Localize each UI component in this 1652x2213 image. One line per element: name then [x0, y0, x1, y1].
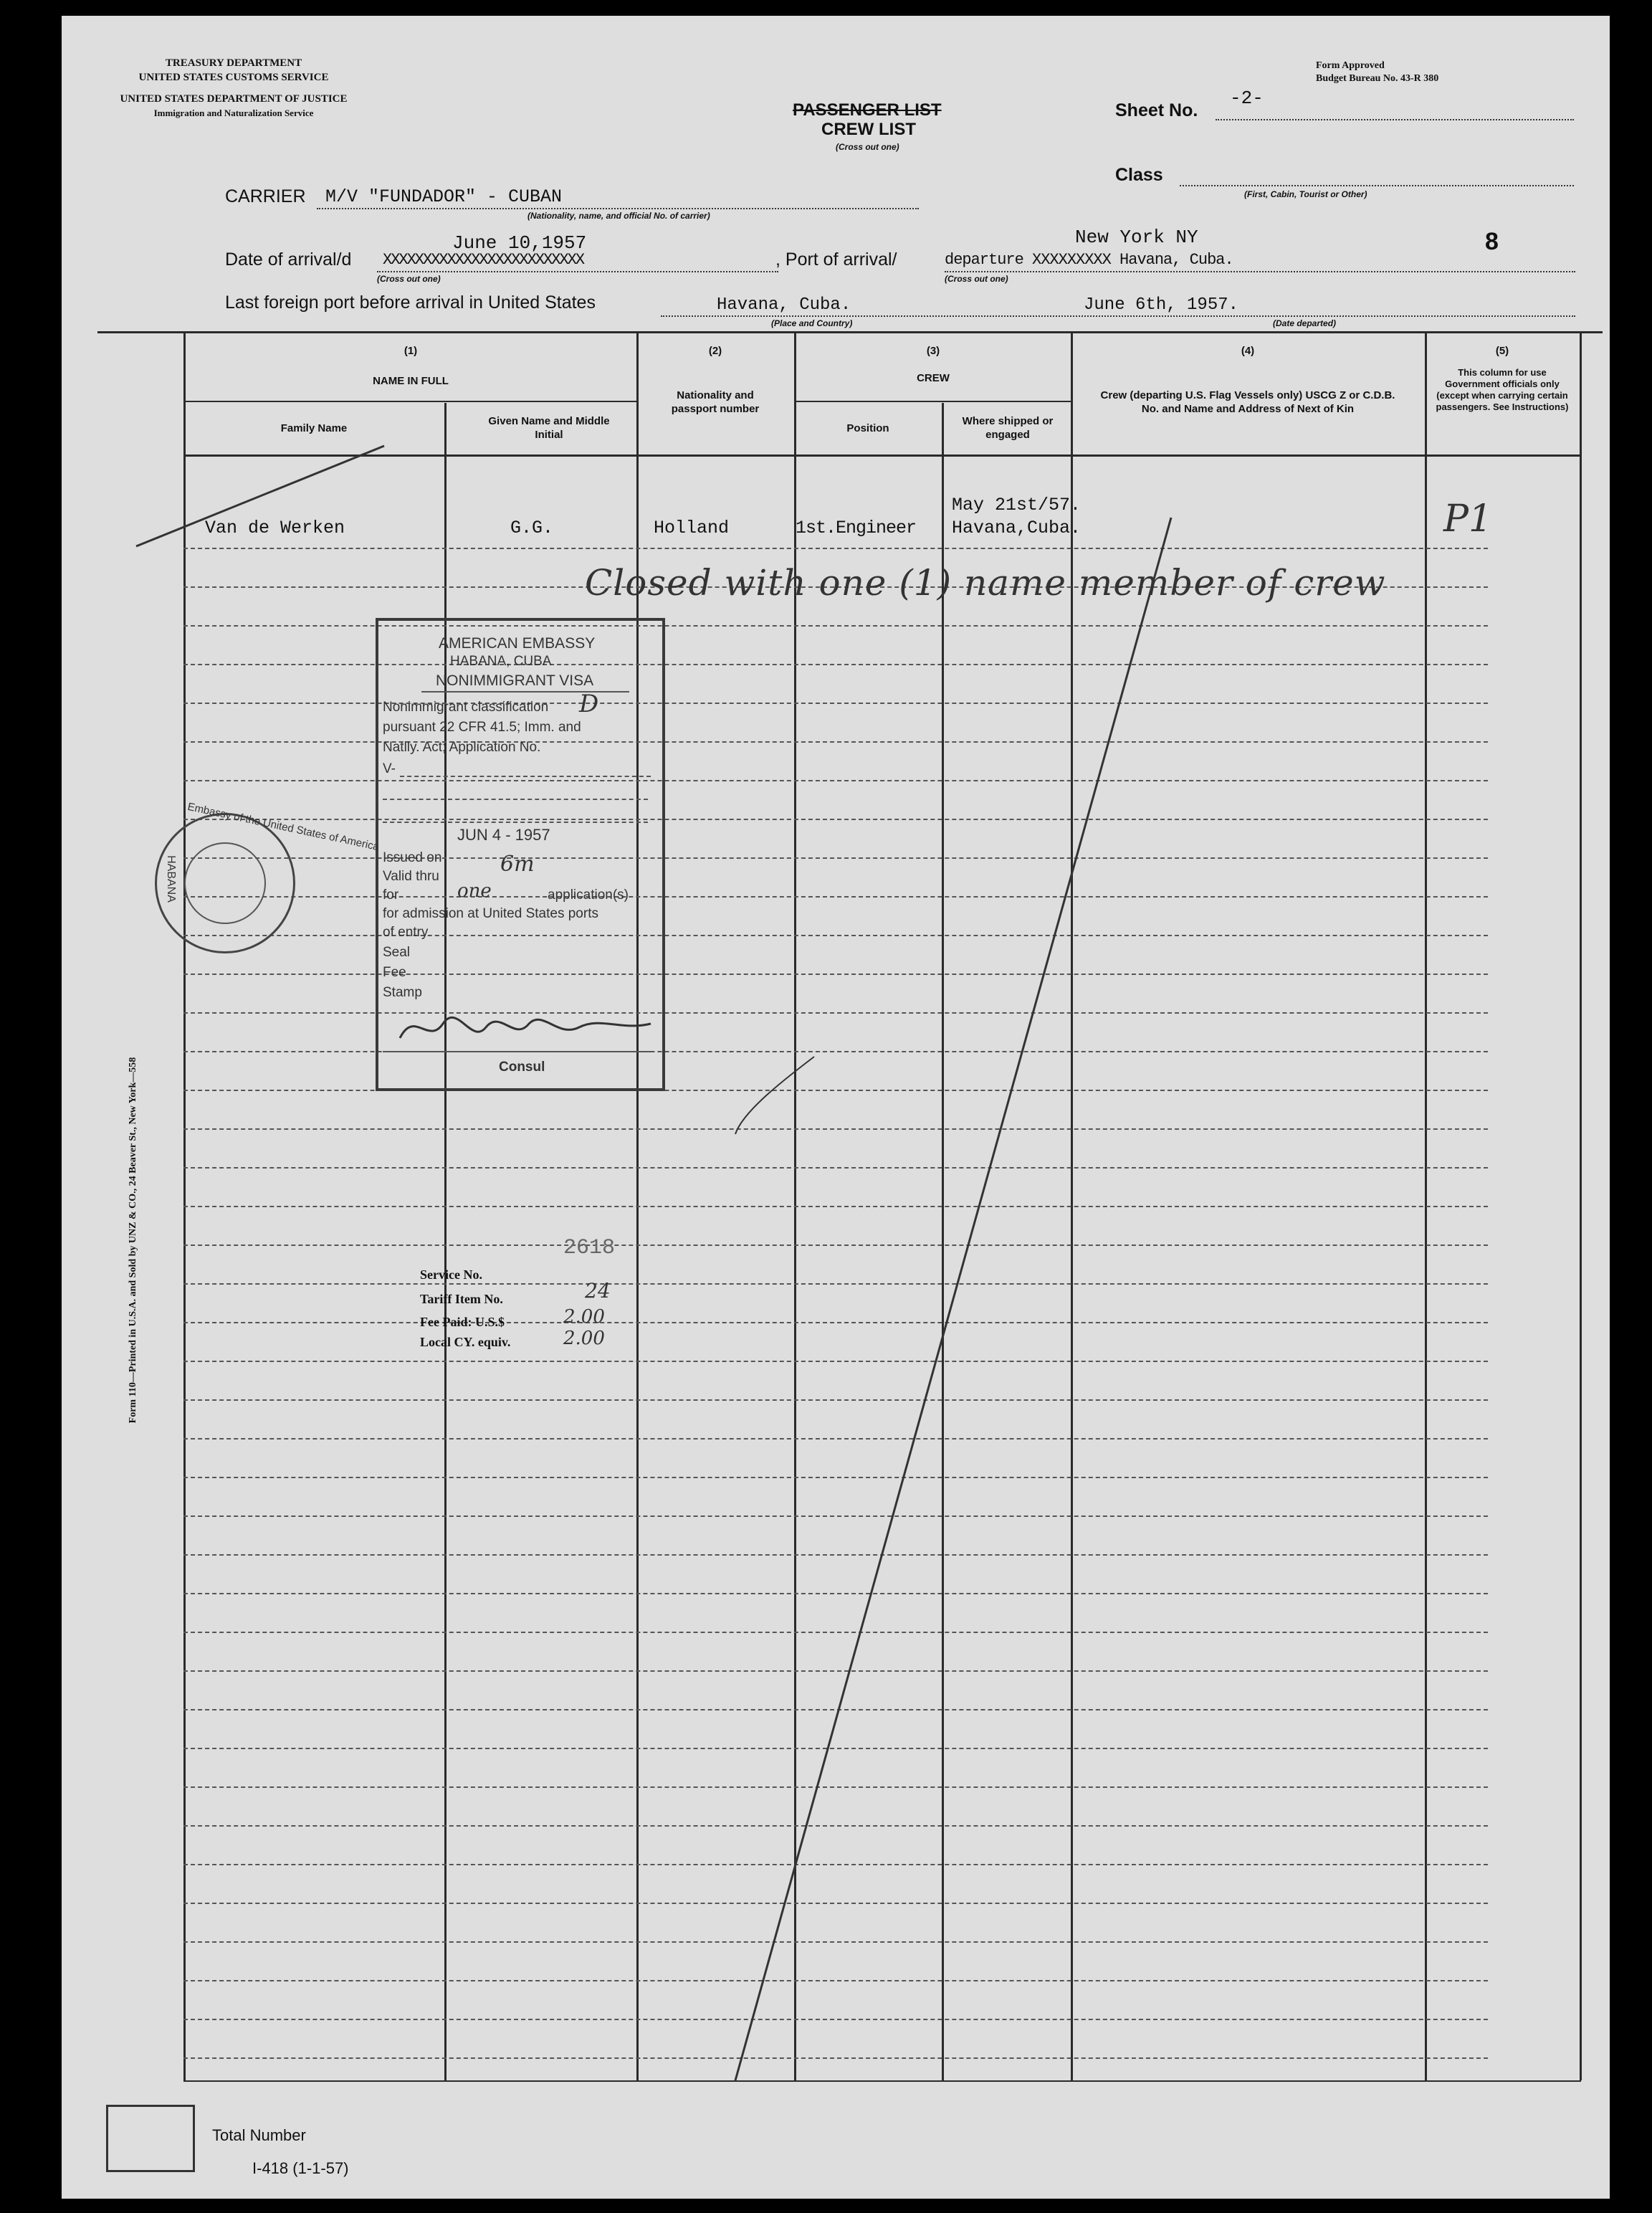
stamp-application: V- [383, 761, 396, 776]
stamp-seal: Seal [383, 945, 411, 960]
stamp-line-2 [383, 799, 648, 800]
embassy-seal [155, 800, 381, 953]
list-cross-note: (Cross out one) [836, 142, 899, 152]
stamp-admission: for admission at United States ports [383, 906, 598, 921]
stamp-pursuant: pursuant 22 CFR 41.5; Imm. and [383, 720, 581, 735]
stamp-applications: application(s) [548, 887, 629, 903]
stamp-line-1 [400, 776, 651, 777]
agency-customs: UNITED STATES CUSTOMS SERVICE [138, 72, 329, 83]
service-label: Service No. [420, 1267, 482, 1282]
carrier-note: (Nationality, name, and official No. of carrier) [527, 211, 710, 221]
fee-number: 2618 [563, 1236, 616, 1260]
class-label: Class [1115, 165, 1163, 185]
class-note: (First, Cabin, Tourist or Other) [1244, 189, 1367, 199]
col3b-header: Where shipped or engaged [962, 415, 1054, 441]
budget-bureau: Budget Bureau No. 43-R 380 [1316, 73, 1439, 84]
pen-strokes [62, 16, 1610, 2199]
col1-num: (1) [404, 345, 418, 357]
arrival-port-label: , Port of arrival/ [775, 249, 897, 270]
handwritten-closing-note: Closed with one (1) name member of crew [585, 562, 1386, 604]
arrival-date-label: Date of arrival/d [225, 249, 352, 270]
crew-list-title: CREW LIST [821, 120, 916, 139]
arrival-date-note: (Cross out one) [377, 274, 441, 284]
col4-num: (4) [1241, 345, 1255, 357]
stamp-consul-line [383, 1051, 652, 1052]
col5-header: This column for use Government officials only (except when carrying certain passengers. See Instructions) [1436, 367, 1569, 412]
arrival-port-value: New York NY [1075, 227, 1198, 248]
last-port-label: Last foreign port before arrival in United States [225, 292, 596, 313]
sheet-label: Sheet No. [1115, 100, 1198, 120]
total-number-label: Total Number [212, 2126, 306, 2144]
stamp-for-value: one [457, 880, 492, 902]
name-strike-stroke [136, 446, 384, 546]
last-port-date-note: (Date departed) [1273, 318, 1337, 328]
fee-label: Fee Paid: U.S.$ [420, 1315, 505, 1329]
entry-shipped-date: May 21st/57. [952, 495, 1082, 515]
page-number: 8 [1485, 228, 1499, 255]
stamp-classification: Nonimmigrant classification [383, 700, 549, 715]
seal-eagle-emblem [184, 842, 266, 924]
tariff-value: 24 [585, 1279, 611, 1303]
entry-position: 1st.Engineer [796, 518, 917, 538]
last-port-place-note: (Place and Country) [771, 318, 853, 328]
agency-justice: UNITED STATES DEPARTMENT OF JUSTICE [120, 93, 348, 105]
entry-shipped-place: Havana,Cuba. [952, 518, 1082, 538]
col2-num: (2) [708, 345, 722, 357]
col3-title: CREW [917, 372, 950, 384]
stamp-valid-value: 6m [500, 852, 535, 877]
col2-header: Nationality and passport number [671, 389, 760, 415]
local-value: 2.00 [563, 1328, 605, 1349]
seal-text: Embassy of the United States of America [186, 800, 381, 854]
form-approved: Form Approved [1316, 60, 1385, 71]
col3a-header: Position [846, 422, 889, 434]
consul-signature [393, 1002, 658, 1052]
stamp-classification-value: D [579, 690, 599, 718]
passenger-list-struck: PASSENGER LIST [793, 100, 942, 120]
col1-title: NAME IN FULL [373, 375, 449, 387]
stamp-consul: Consul [499, 1060, 545, 1075]
agency-ins: Immigration and Naturalization Service [153, 108, 314, 118]
local-label: Local CY. equiv. [420, 1335, 511, 1349]
signature-tail-stroke [735, 1057, 814, 1134]
stamp-entry: of entry [383, 925, 429, 940]
entry-nationality: Holland [654, 518, 730, 538]
carrier-value: M/V "FUNDADOR" - CUBAN [325, 186, 563, 207]
diagonal-cancel-stroke [735, 518, 1171, 2080]
stamp-for: for [383, 887, 399, 903]
crew-list-form [62, 16, 1610, 2199]
stamp-visa-type: NONIMMIGRANT VISA [436, 672, 594, 689]
stamp-valid-thru: Valid thru [383, 869, 439, 884]
visa-stamp [376, 618, 665, 1091]
stamp-embassy: AMERICAN EMBASSY [439, 635, 596, 652]
entry-given-name: G.G. [510, 518, 554, 538]
col5-num: (5) [1495, 345, 1509, 357]
seal-side-text: HABANA [164, 855, 177, 903]
total-number-box [106, 2105, 195, 2172]
carrier-label: CARRIER [225, 186, 306, 206]
sheet-value: -2- [1230, 87, 1264, 109]
tariff-label: Tariff Item No. [420, 1292, 503, 1306]
arrival-date-struck: XXXXXXXXXXXXXXXXXXXXXXXXX [383, 251, 584, 269]
side-printer-text: Form 110—Printed in U.S.A. and Sold by UNZ & CO., 24 Beaver St., New York—558 [128, 1057, 138, 1424]
stamp-line-3 [383, 822, 648, 823]
col1b-header: Given Name and Middle Initial [488, 415, 610, 441]
stamp-city: HABANA, CUBA [450, 654, 552, 669]
stamp-issued-on: Issued on [383, 850, 442, 865]
stamp-stamp: Stamp [383, 985, 422, 1000]
col4-header: Crew (departing U.S. Flag Vessels only) USCG Z or C.D.B. No. and Name and Address of Next of Kin [1100, 389, 1395, 415]
last-port-date: June 6th, 1957. [1084, 295, 1239, 315]
arrival-port-note: (Cross out one) [945, 274, 1008, 284]
col3-num: (3) [926, 345, 940, 357]
form-number: I-418 (1-1-57) [252, 2159, 349, 2177]
agency-treasury: TREASURY DEPARTMENT [165, 57, 302, 69]
fee-value: 2.00 [563, 1306, 605, 1328]
arrival-port-struck: departure XXXXXXXXX Havana, Cuba. [945, 251, 1233, 269]
entry-code: P1 [1443, 498, 1493, 541]
stamp-act: Natlly. Act; Application No. [383, 740, 541, 755]
arrival-date-value: June 10,1957 [452, 232, 587, 254]
last-port-value: Havana, Cuba. [717, 295, 851, 315]
stamp-date: JUN 4 - 1957 [457, 826, 550, 844]
stamp-fee: Fee [383, 965, 406, 980]
col1a-header: Family Name [280, 422, 348, 434]
entry-family-name: Van de Werken [205, 518, 345, 538]
